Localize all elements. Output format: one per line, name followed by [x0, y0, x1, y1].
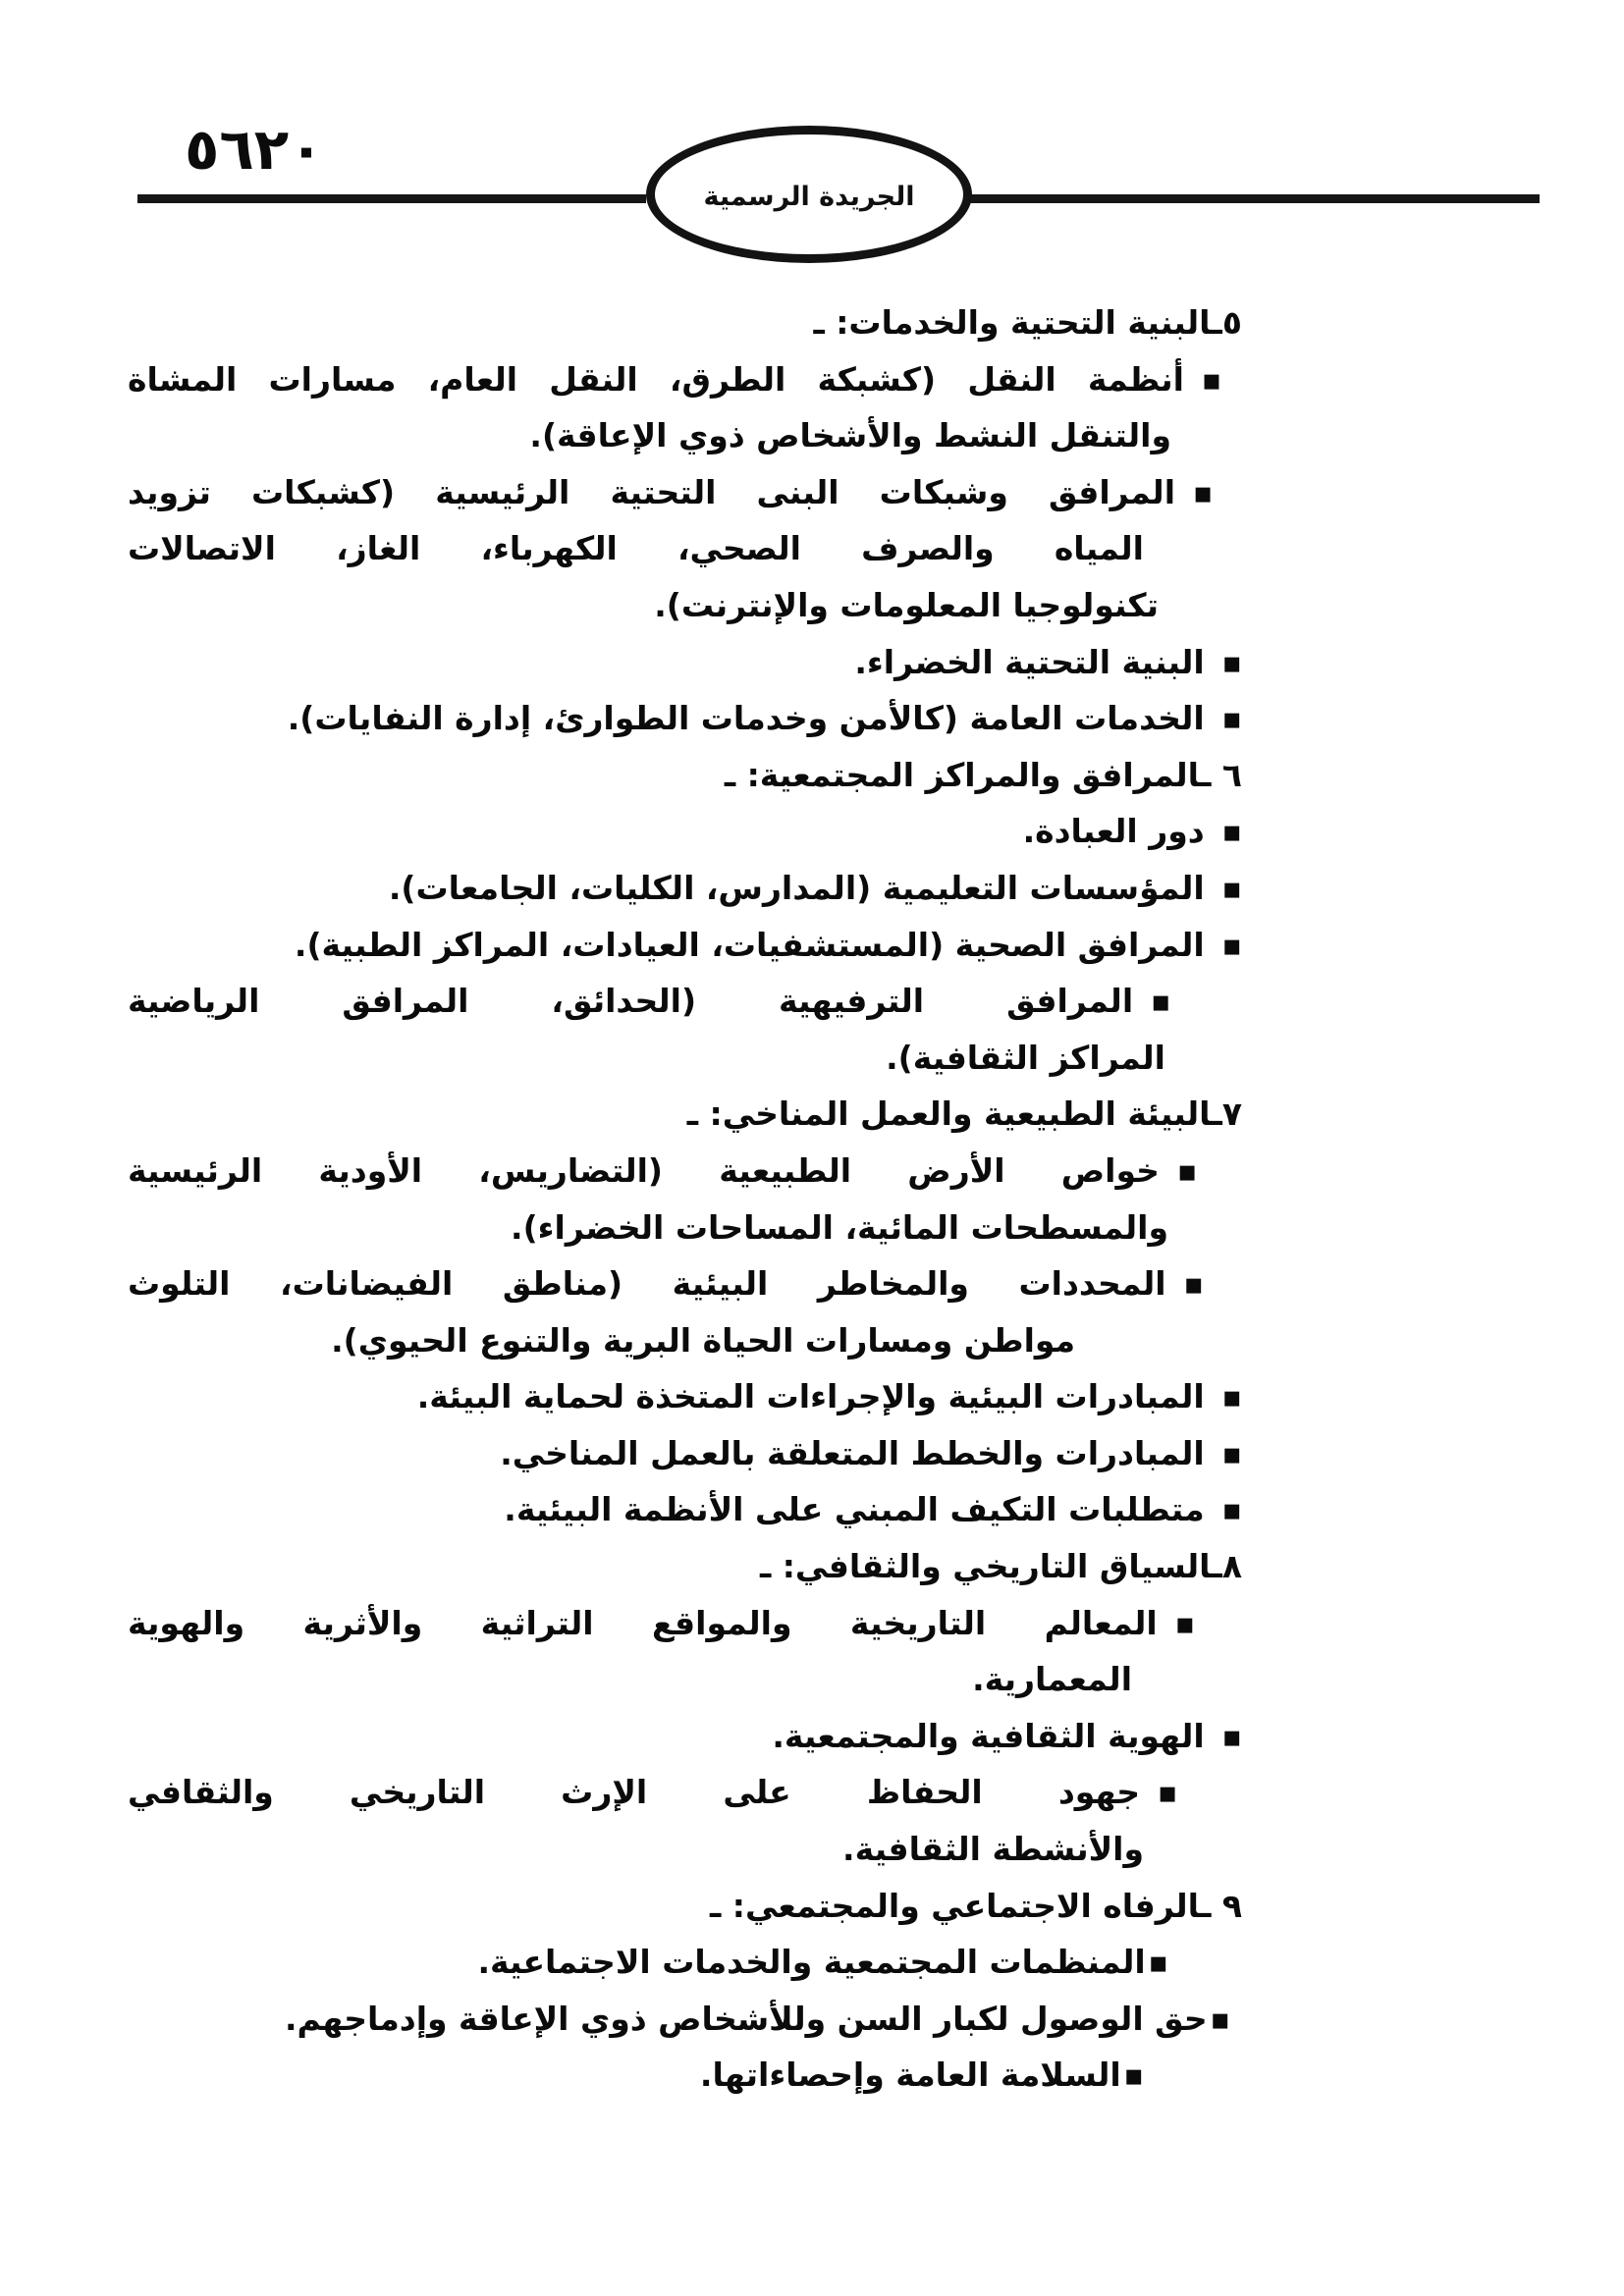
square-bullet-icon: ▪ — [1123, 2058, 1144, 2094]
line-text: ٦ ـالمرافق والمراكز المجتمعية: ـ — [724, 755, 1242, 794]
line-text: ٥ـالبنية التحتية والخدمات: ـ — [813, 303, 1242, 342]
square-bullet-icon: ▪ — [1221, 815, 1242, 850]
section-heading — [128, 1086, 1242, 1143]
line-text: المرافق الترفيهية (الحدائق، المرافق الرياضية — [128, 982, 1134, 1021]
square-bullet-icon: ▪ — [1176, 1153, 1242, 1189]
text-line — [128, 1595, 1242, 1652]
text-line — [128, 634, 1242, 691]
line-text: الخدمات العامة (كالأمن وخدمات الطوارئ، إدارة النفايات). — [287, 699, 1205, 738]
text-line — [128, 1425, 1242, 1482]
line-text: أنظمة النقل (كشبكة الطرق، النقل العام، مسارات المشاة — [128, 359, 1184, 399]
square-bullet-icon: ▪ — [1221, 1380, 1242, 1415]
text-line — [128, 464, 1242, 521]
text-line — [128, 1312, 1242, 1369]
line-text: المحددات والمخاطر البيئية (مناطق الفيضانات، التلوث — [128, 1264, 1166, 1304]
line-text: ٨ـالسياق التاريخي والثقافي: ـ — [759, 1547, 1242, 1586]
line-text: المبادرات والخطط المتعلقة بالعمل المناخي. — [500, 1433, 1205, 1472]
text-line — [128, 2047, 1242, 2104]
line-text: المعمارية. — [972, 1660, 1132, 1699]
square-bullet-icon: ▪ — [1221, 928, 1242, 963]
gazette-title: الجريدة الرسمية — [703, 181, 915, 212]
section-heading — [128, 294, 1242, 351]
section-heading — [128, 1878, 1242, 1935]
section-heading — [128, 1538, 1242, 1595]
square-bullet-icon: ▪ — [1210, 2002, 1230, 2037]
gazette-title-oval — [646, 126, 972, 263]
text-line — [128, 917, 1242, 974]
line-text: والمسطحات المائية، المساحات الخضراء). — [511, 1207, 1168, 1247]
text-line — [128, 803, 1242, 860]
line-text: المياه والصرف الصحي، الكهرباء، الغاز، الاتصالات — [128, 529, 1144, 568]
text-line — [128, 860, 1242, 917]
square-bullet-icon: ▪ — [1221, 1436, 1242, 1471]
square-bullet-icon: ▪ — [1221, 1719, 1242, 1754]
line-text: المنظمات المجتمعية والخدمات الاجتماعية. — [477, 1943, 1146, 1982]
line-text: دور العبادة. — [1022, 812, 1205, 851]
line-text: الهوية الثقافية والمجتمعية. — [772, 1716, 1205, 1755]
header-rule-left — [137, 194, 646, 203]
text-line — [128, 1255, 1242, 1312]
line-text: تكنولوجيا المعلومات والإنترنت). — [654, 585, 1159, 624]
text-line — [128, 1651, 1242, 1708]
text-line — [128, 407, 1242, 464]
line-text: المعالم التاريخية والمواقع التراثية والأثرية والهوية — [128, 1603, 1158, 1642]
text-line — [128, 351, 1242, 408]
line-text: والتنقل النشط والأشخاص ذوي الإعاقة). — [529, 416, 1171, 455]
square-bullet-icon: ▪ — [1151, 985, 1242, 1020]
text-line — [128, 1200, 1242, 1256]
square-bullet-icon: ▪ — [1221, 702, 1242, 737]
text-line — [128, 973, 1242, 1030]
line-text: المراكز الثقافية). — [886, 1038, 1165, 1077]
line-text: حق الوصول لكبار السن وللأشخاص ذوي الإعاقة وإدماجهم. — [285, 1999, 1208, 2038]
line-text: المرافق وشبكات البنى التحتية الرئيسية (كشبكات تزويد — [128, 472, 1176, 511]
line-text: ٧ـالبيئة الطبيعية والعمل المناخي: ـ — [686, 1095, 1242, 1134]
line-text: ٩ ـالرفاه الاجتماعي والمجتمعي: ـ — [710, 1886, 1242, 1925]
text-line — [128, 1368, 1242, 1425]
line-text: المرافق الصحية (المستشفيات، العيادات، المراكز الطبية). — [294, 925, 1205, 964]
square-bullet-icon: ▪ — [1221, 1493, 1242, 1528]
line-text: البنية التحتية الخضراء. — [854, 642, 1205, 681]
page-number: ٥٦٢٠ — [185, 116, 324, 183]
document-lines — [128, 294, 1242, 2104]
text-line — [128, 1991, 1242, 2048]
text-line — [128, 1764, 1242, 1821]
line-text: مواطن ومسارات الحياة البرية والتنوع الحيوي). — [331, 1320, 1075, 1360]
square-bullet-icon: ▪ — [1183, 1267, 1242, 1303]
square-bullet-icon: ▪ — [1201, 362, 1242, 398]
text-line — [128, 1708, 1242, 1765]
text-line — [128, 1030, 1242, 1087]
text-line — [128, 577, 1242, 634]
square-bullet-icon: ▪ — [1148, 1946, 1168, 1981]
square-bullet-icon: ▪ — [1221, 645, 1242, 680]
square-bullet-icon: ▪ — [1174, 1606, 1242, 1641]
line-text: السلامة العامة وإحصاءاتها. — [699, 2056, 1121, 2095]
text-line — [128, 1934, 1242, 1991]
section-heading — [128, 747, 1242, 804]
text-line — [128, 1481, 1242, 1538]
text-line — [128, 690, 1242, 747]
square-bullet-icon: ▪ — [1158, 1776, 1242, 1811]
text-line — [128, 520, 1242, 577]
text-line — [128, 1143, 1242, 1200]
line-text: المؤسسات التعليمية (المدارس، الكليات، الجامعات). — [388, 868, 1205, 907]
square-bullet-icon: ▪ — [1221, 871, 1242, 906]
header-rule-right — [970, 194, 1540, 203]
line-text: متطلبات التكيف المبني على الأنظمة البيئية. — [504, 1490, 1205, 1529]
text-line — [128, 1821, 1242, 1878]
square-bullet-icon: ▪ — [1193, 475, 1242, 510]
line-text: المبادرات البيئية والإجراءات المتخذة لحماية البيئة. — [416, 1377, 1205, 1416]
line-text: خواص الأرض الطبيعية (التضاريس، الأودية الرئيسية — [128, 1150, 1160, 1190]
line-text: جهود الحفاظ على الإرث التاريخي والثقافي — [128, 1773, 1141, 1812]
line-text: والأنشطة الثقافية. — [842, 1830, 1144, 1869]
